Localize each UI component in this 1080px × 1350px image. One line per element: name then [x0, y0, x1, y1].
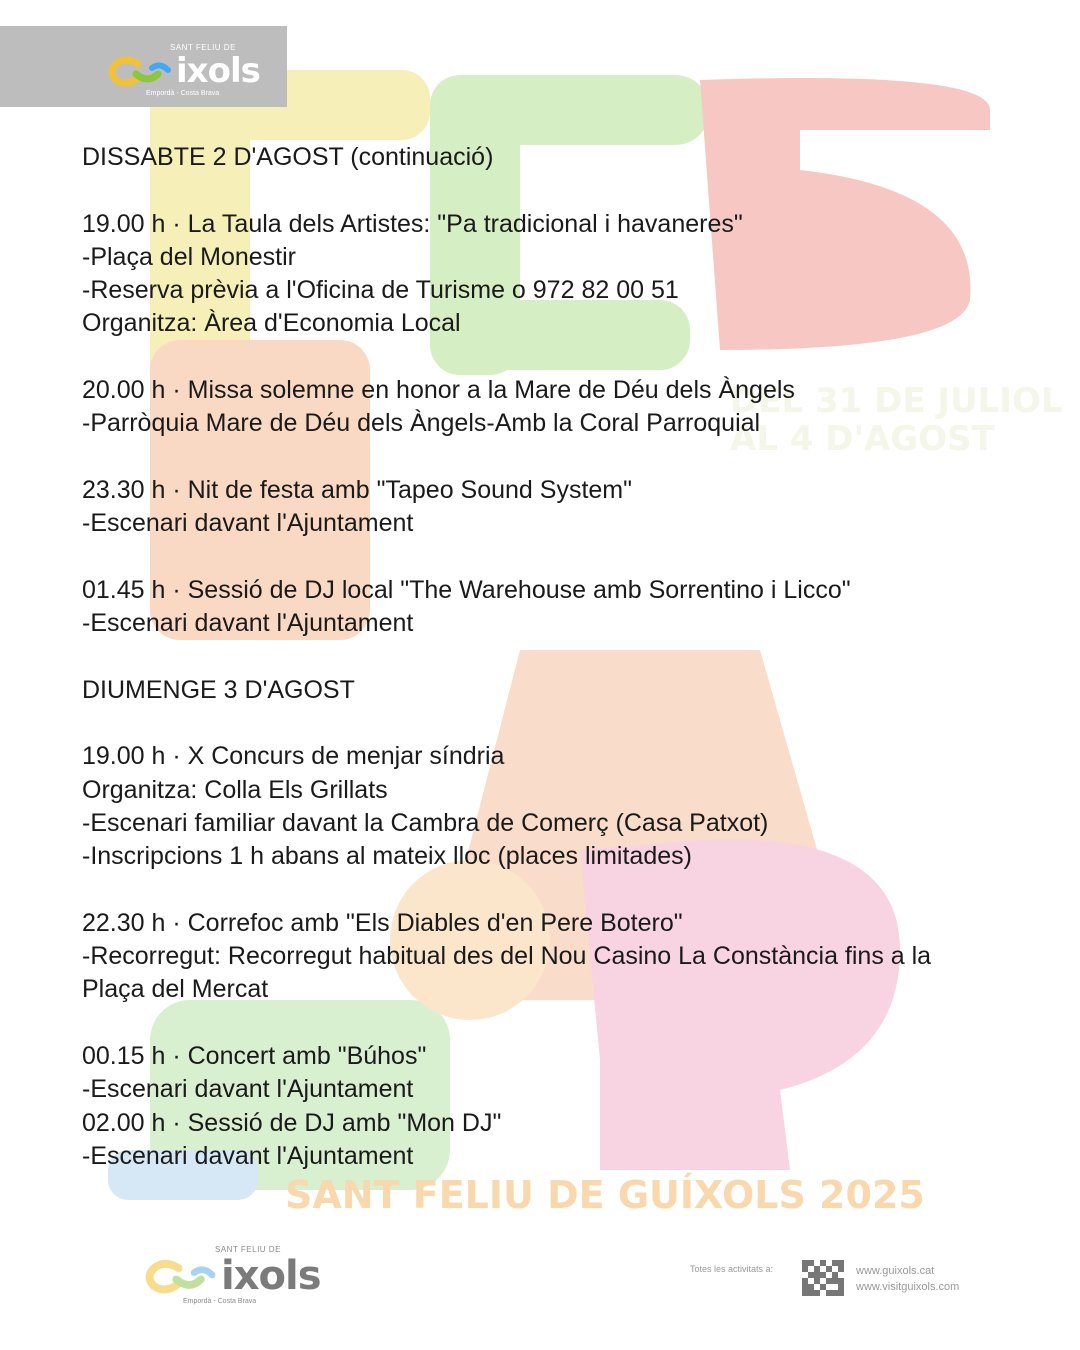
text-line: DISSABTE 2 D'AGOST (continuació): [82, 143, 494, 171]
text-line: -Inscripcions 1 h abans al mateix lloc (places limitades): [82, 842, 692, 871]
text-line: -Plaça del Monestir: [82, 242, 296, 271]
top-logo: [108, 44, 260, 97]
logo-sub-text: Empordà - Costa Brava: [183, 1298, 257, 1305]
text-line: 01.45 h · Sessió de DJ local "The Warehouse amb Sorrentino i Licco": [82, 575, 851, 604]
tourism-website-link[interactable]: www.visitguixols.com: [856, 1281, 960, 1293]
website-link[interactable]: www.guixols.cat: [856, 1265, 935, 1277]
event-schedule: [82, 141, 1032, 1173]
footer-note: Totes les activitats a:: [690, 1264, 774, 1274]
logo-word: ixols: [176, 51, 260, 91]
text-line: -Escenari davant l'Ajuntament: [82, 1075, 414, 1104]
text-line: -Escenari familiar davant la Cambra de Comerç (Casa Patxot): [82, 808, 769, 837]
text-line: Plaça del Mercat: [82, 975, 269, 1004]
text-line: 22.30 h · Correfoc amb "Els Diables d'en Pere Botero": [82, 908, 683, 937]
text-line: -Recorregut: Recorregut habitual des del Nou Casino La Constància fins a la: [82, 942, 932, 971]
qr-code-icon: [802, 1260, 844, 1298]
logo-mark-icon: [108, 54, 176, 88]
text-line: -Escenari davant l'Ajuntament: [82, 1141, 414, 1170]
text-line: 20.00 h · Missa solemne en honor a la Mare de Déu dels Àngels: [82, 376, 795, 405]
logo-word: ixols: [221, 1253, 321, 1299]
text-line: Organitza: Àrea d'Economia Local: [82, 309, 461, 338]
text-line: 23.30 h · Nit de festa amb "Tapeo Sound System": [82, 475, 632, 504]
bottom-logo: [145, 1246, 321, 1305]
blank-line: [82, 441, 1032, 474]
bg-date-text-1: DEL 31 DE JULIOL: [730, 381, 1063, 421]
blank-line: [82, 541, 1032, 574]
text-line: -Escenari davant l'Ajuntament: [82, 609, 414, 638]
bg-bottom-banner: SANT FELIU DE GUÍXOLS 2025: [285, 1173, 925, 1217]
text-line: DIUMENGE 3 D'AGOST: [82, 675, 355, 704]
blank-line: [82, 707, 1032, 740]
text-line: -Reserva prèvia a l'Oficina de Turisme o 972 82 00 51: [82, 276, 679, 305]
logo-sub-text: Empordà - Costa Brava: [146, 90, 220, 97]
footer-info: [690, 1260, 959, 1298]
logo-mark-icon: [145, 1256, 221, 1296]
text-line: 00.15 h · Concert amb "Búhos": [82, 1042, 427, 1071]
text-line: -Parròquia Mare de Déu dels Àngels-Amb la Coral Parroquial: [82, 409, 761, 438]
text-line: -Escenari davant l'Ajuntament: [82, 509, 414, 538]
blank-line: [82, 874, 1032, 907]
text-line: Organitza: Colla Els Grillats: [82, 775, 388, 804]
blank-line: [82, 174, 1032, 207]
text-line: 19.00 h · X Concurs de menjar síndria: [82, 742, 505, 771]
blank-line: [82, 640, 1032, 673]
blank-line: [82, 341, 1032, 374]
bg-date-text-2: AL 4 D'AGOST: [730, 419, 995, 459]
blank-line: [82, 1007, 1032, 1040]
text-line: 19.00 h · La Taula dels Artistes: "Pa tradicional i havaneres": [82, 209, 743, 238]
logo-small-text: SANT FELIU DE: [170, 43, 236, 52]
logo-small-text: SANT FELIU DE: [215, 1245, 281, 1254]
text-line: 02.00 h · Sessió de DJ amb "Mon DJ": [82, 1108, 502, 1137]
footer-links: [856, 1263, 959, 1295]
